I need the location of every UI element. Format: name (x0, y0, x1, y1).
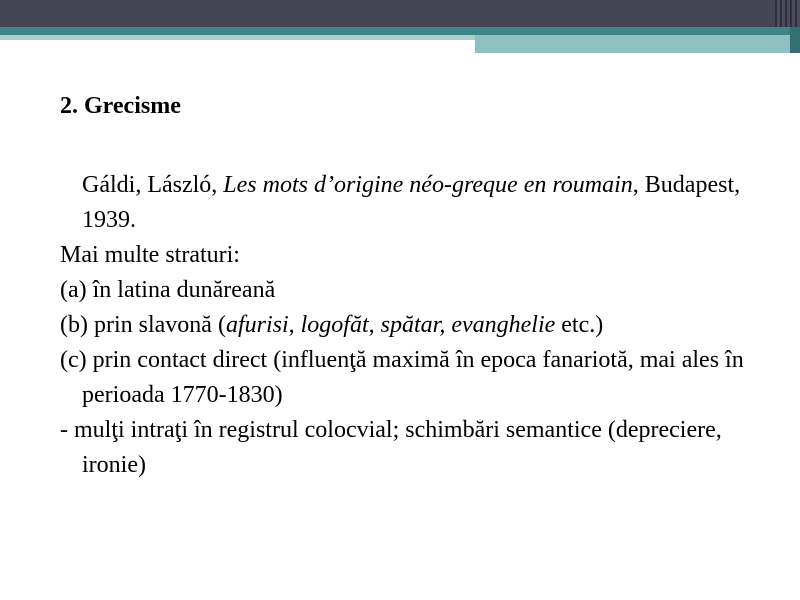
header-bar (0, 0, 800, 27)
item-b-prefix: (b) prin slavonă ( (60, 312, 226, 338)
item-b-suffix: etc.) (555, 312, 604, 338)
item-b-examples: afurisi, logofăt, spătar, evanghelie (225, 312, 556, 338)
slide-body (60, 88, 760, 483)
strata-item-d: - mulţi intraţi în registrul colocvial; schimbări semantice (depreciere, ironie) (60, 417, 722, 478)
slide-heading: 2. Grecisme (60, 93, 181, 119)
reference-citation (60, 168, 760, 238)
strata-item-c: (c) prin contact direct (influenţă maximă în epoca fanariotă, mai ales în perioada 1770-1830) (60, 347, 744, 408)
header-light-band (0, 35, 475, 40)
strata-item-b (60, 308, 760, 343)
strata-item-a: (a) în latina dunăreană (60, 277, 276, 303)
header-stripes (775, 0, 800, 27)
header-right-edge (790, 27, 800, 53)
header-light-band-right (475, 35, 800, 53)
reference-author: Gáldi, László, (82, 172, 224, 198)
reference-title: Les mots d’origine néo-greque en roumain (223, 172, 633, 198)
strata-intro: Mai multe straturi: (60, 242, 240, 268)
reference-rest: , Budapest, 1939. (82, 172, 741, 233)
header-teal-band (0, 27, 800, 35)
